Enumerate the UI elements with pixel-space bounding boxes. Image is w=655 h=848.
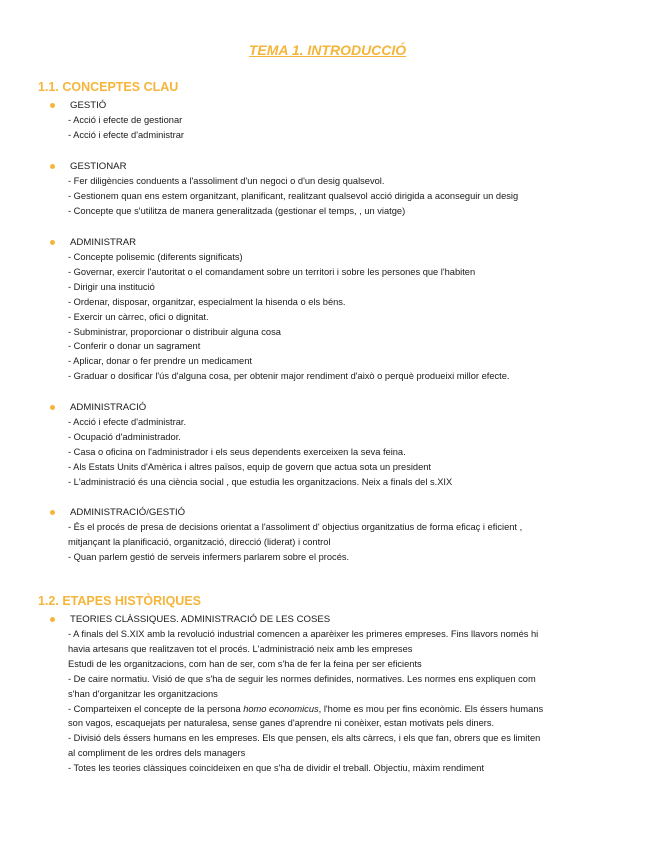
definition-line: - Acció i efecte d'administrar.	[68, 417, 187, 427]
definition-line: - Dirigir una institució	[68, 281, 155, 292]
definition-line: - Ocupació d'administrador.	[68, 431, 181, 442]
concept-label: GESTIONAR	[70, 161, 127, 172]
bullet-icon	[50, 240, 55, 245]
bullet-icon	[50, 617, 55, 622]
definition-line: - Quan parlem gestió de serveis infermers parlarem sobre el procés.	[68, 551, 350, 562]
concept-administracio-gestio	[48, 505, 628, 565]
definition-line: - Divisió dels éssers humans en les empreses. Els que pensen, els alts càrrecs, i els que fan, obrers que es limiten	[68, 733, 541, 744]
concept-label: ADMINISTRACIÓ/GESTIÓ	[70, 507, 186, 518]
bullet-icon	[50, 103, 55, 108]
definition-line-homo-economicus	[48, 702, 628, 717]
definition-line: - Concepte que s'utilitza de manera generalitzada (gestionar el temps, , un viatge)	[68, 205, 406, 216]
definition-line: - Graduar o dosificar l'ús d'alguna cosa, per obtenir major rendiment d'això o perquè produeixi millor efecte.	[68, 371, 510, 382]
bullet-icon	[50, 405, 55, 410]
concept-label: GESTIÓ	[70, 100, 107, 111]
definition-line: - Conferir o donar un sagrament	[68, 341, 201, 352]
definition-line: - De caire normatiu. Visió de que s'ha de seguir les normes definides, normatives. Les normes ens expliquen com	[68, 673, 536, 684]
concept-administracio	[48, 400, 628, 490]
section-heading-etapes-historiques: 1.2. ETAPES HISTÒRIQUES	[38, 594, 202, 608]
definition-line: - Casa o oficina on l'administrador i els seus dependents exerceixen la seva feina.	[68, 446, 406, 457]
definition-line: - Concepte polisemic (diferents significats)	[68, 252, 243, 262]
definition-line: - Acció i efecte d'administrar	[68, 129, 184, 140]
document-title: TEMA 1. INTRODUCCIÓ	[248, 42, 407, 58]
definition-line: - Gestionem quan ens estem organitzant, planificant, realitzant qualsevol acció dirigida a aconseguir un desig	[68, 190, 519, 201]
bullet-icon	[50, 510, 55, 515]
concept-gestio	[48, 98, 628, 143]
definition-line: - Aplicar, donar o fer prendre un medicament	[68, 356, 252, 367]
definition-line: - Exercir un càrrec, ofici o dignitat.	[68, 311, 209, 322]
definition-line: - Ordenar, disposar, organitzar, especialment la hisenda o els béns.	[68, 296, 346, 307]
definition-line: Estudi de les organitzacions, com han de ser, com s'ha de fer la feina per ser eficients	[68, 658, 422, 669]
line-text-before: - Comparteixen el concepte de la persona	[68, 703, 244, 714]
concept-administrar	[48, 235, 628, 384]
definition-line: - Subministrar, proporcionar o distribuir alguna cosa	[68, 326, 281, 337]
line-text-after: , l'home es mou per fins econòmic. Els éssers humans	[318, 703, 544, 714]
definition-line: son vagos, escaquejats per naturalesa, sense ganes d'aprendre ni conèixer, estan motivats pels diners.	[68, 718, 495, 729]
concept-gestionar	[48, 159, 628, 219]
definition-line: - Totes les teories clàssiques coincideixen en que s'ha de dividir el treball. Objectiu, màxim rendiment	[68, 763, 485, 774]
definition-line: - A finals del S.XIX amb la revolució industrial comencen a aparèixer les primeres empreses. Fins llavors només hi	[68, 629, 539, 639]
concept-teories-classiques	[48, 612, 628, 776]
definition-line: mitjançant la planificació, organització, direcció (liderat) i control	[68, 536, 331, 547]
definition-line: - És el procés de presa de decisions orientat a l'assoliment d' objectius organitzatius de forma eficaç i eficient ,	[68, 522, 523, 532]
definition-line: havia artesans que realitzaven tot el procés. L'administració neix amb les empreses	[68, 643, 413, 654]
definition-line: - Acció i efecte de gestionar	[68, 115, 183, 125]
definition-line: - Fer diligències conduents a l'assoliment d'un negoci o d'un desig qualsevol.	[68, 176, 385, 186]
bullet-icon	[50, 164, 55, 169]
definition-line: - Governar, exercir l'autoritat o el comandament sobre un territori i sobre les persones que l'habiten	[68, 266, 476, 277]
definition-line: s'han d'organitzar les organitzacions	[68, 688, 218, 699]
line-text-emphasis: homo economicus	[243, 703, 319, 714]
definition-line: al compliment de les ordres dels managers	[68, 748, 246, 759]
section-heading-conceptes-clau: 1.1. CONCEPTES CLAU	[38, 80, 179, 94]
concept-label: ADMINISTRAR	[70, 237, 137, 248]
definition-line: - L'administració és una ciència social , que estudia les organitzacions. Neix a finals del s.XIX	[68, 476, 453, 487]
concept-label: ADMINISTRACIÓ	[70, 402, 147, 413]
definition-line: - Als Estats Units d'Amèrica i altres països, equip de govern que actua sota un president	[68, 461, 432, 472]
concept-label: TEORIES CLÀSSIQUES. ADMINISTRACIÓ DE LES COSES	[70, 614, 331, 625]
